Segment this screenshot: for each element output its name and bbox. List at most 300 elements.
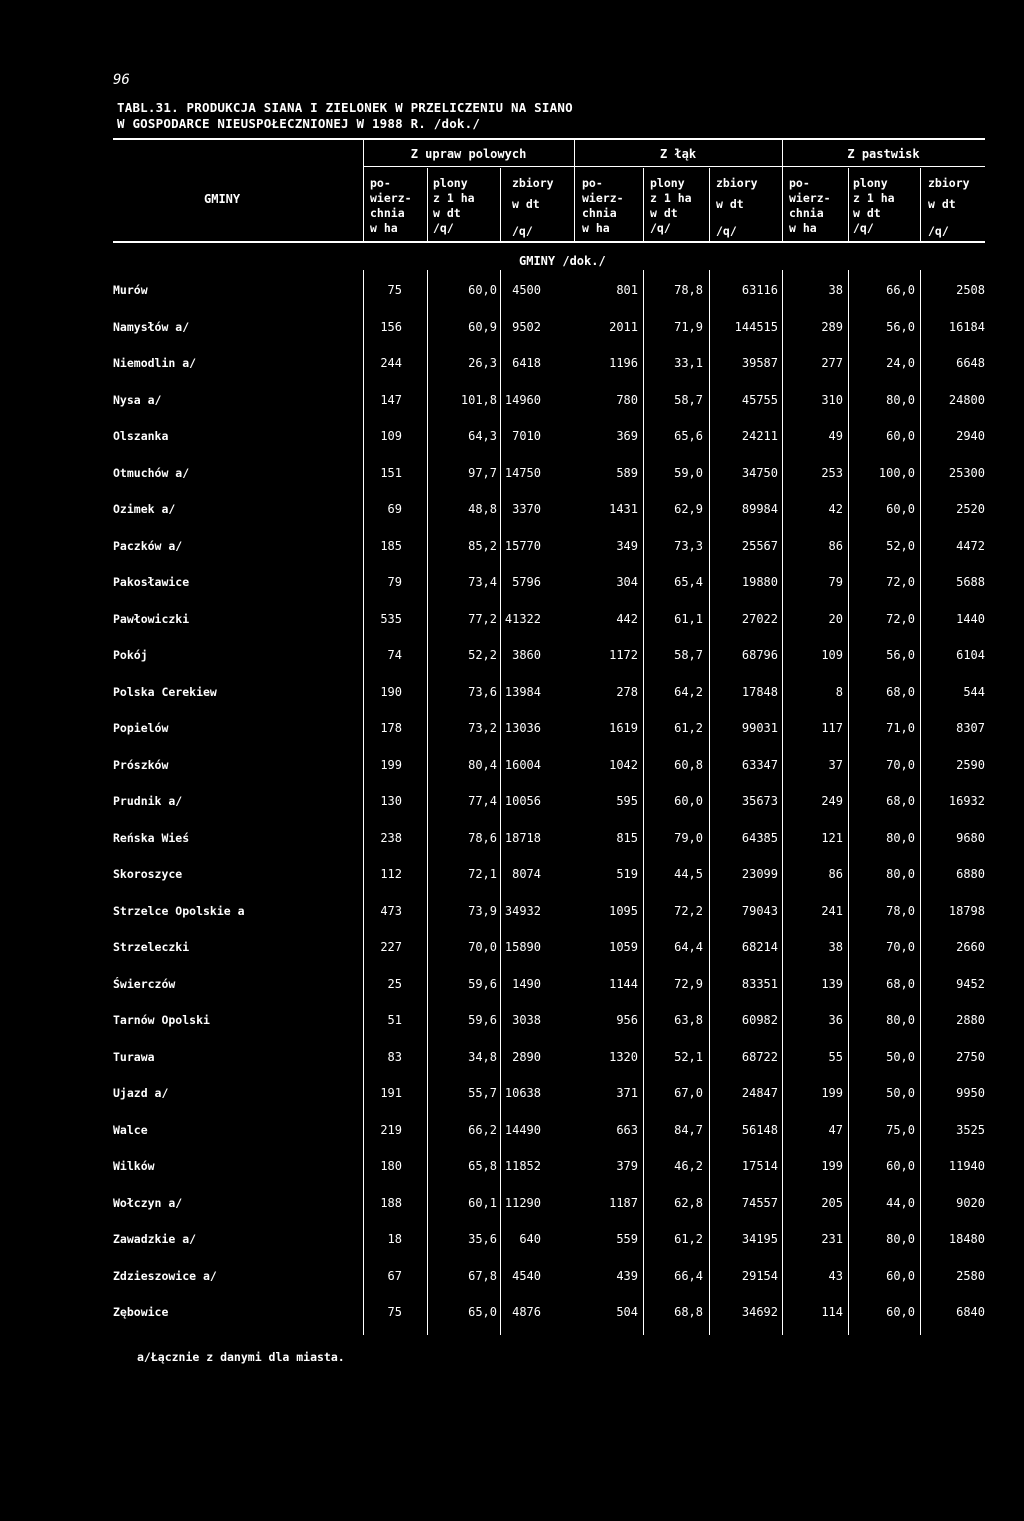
table-cell: 63,8 [674, 1013, 703, 1027]
table-cell: 14960 [504, 392, 541, 407]
table-cell: 72,0 [886, 611, 915, 626]
table-cell: 18718 [504, 830, 541, 845]
table-row [0, 1269, 1024, 1289]
table-cell: 42 [828, 502, 843, 516]
gmina-name: Pakosławice [113, 575, 190, 589]
gmina-name: Zębowice [113, 1305, 169, 1319]
table-cell: 70,0 [886, 940, 915, 954]
gmina-name: Olszanka [113, 429, 169, 443]
table-cell: 86 [828, 538, 843, 553]
table-cell: 801 [616, 283, 638, 297]
table-cell: 77,2 [468, 611, 497, 626]
table-cell: 80,0 [886, 1013, 915, 1027]
table-cell: 34932 [504, 903, 541, 918]
table-cell: 3525 [956, 1122, 985, 1137]
table-cell: 60,0 [886, 1305, 915, 1319]
table-cell: 46,2 [674, 1159, 703, 1173]
table-cell: 2580 [956, 1268, 985, 1283]
table-cell: 79043 [741, 903, 778, 918]
table-cell: 63347 [741, 757, 778, 772]
gmina-name: Strzelce Opolskie a [113, 903, 245, 918]
table-cell: 11852 [504, 1159, 541, 1173]
group-header-field-crops: Z upraw polowych [410, 147, 527, 161]
table-cell: 121 [821, 830, 843, 845]
table-row [0, 867, 1024, 887]
table-cell: 68,0 [886, 684, 915, 699]
table-row [0, 466, 1024, 486]
table-row [0, 539, 1024, 559]
table-cell: 2011 [609, 319, 638, 334]
table-cell: 60,0 [886, 1268, 915, 1283]
table-cell: 178 [380, 721, 402, 735]
header-bottom-rule [113, 241, 985, 243]
table-cell: 45755 [741, 392, 778, 407]
table-cell: 2508 [956, 283, 985, 297]
table-cell: 7010 [512, 429, 541, 443]
table-cell: 100,0 [878, 465, 915, 480]
table-cell: 65,4 [674, 575, 703, 589]
gmina-name: Namysłów a/ [113, 319, 190, 334]
table-cell: 64,3 [468, 429, 497, 443]
table-cell: 185 [380, 538, 402, 553]
table-cell: 86 [828, 867, 843, 881]
table-cell: 6418 [512, 356, 541, 370]
table-cell: 2750 [956, 1049, 985, 1064]
table-cell: 589 [616, 465, 638, 480]
table-row [0, 904, 1024, 924]
table-cell: 504 [616, 1305, 638, 1319]
table-cell: 38 [828, 283, 843, 297]
table-cell: 62,8 [674, 1195, 703, 1210]
table-cell: 72,9 [674, 976, 703, 991]
subheader-area: po- wierz- chnia w ha [789, 176, 831, 235]
table-cell: 69 [387, 502, 402, 516]
table-cell: 278 [616, 684, 638, 699]
table-cell: 75,0 [886, 1122, 915, 1137]
table-cell: 38 [828, 940, 843, 954]
table-cell: 62,9 [674, 502, 703, 516]
table-cell: 139 [821, 976, 843, 991]
table-cell: 79,0 [674, 830, 703, 845]
table-cell: 80,0 [886, 1232, 915, 1246]
table-cell: 219 [380, 1122, 402, 1137]
gmina-name: Ozimek a/ [113, 502, 176, 516]
subheader-area: po- wierz- chnia w ha [370, 176, 412, 235]
table-cell: 68,0 [886, 976, 915, 991]
table-cell: 2660 [956, 940, 985, 954]
footnote: a/Łącznie z danymi dla miasta. [137, 1350, 345, 1364]
table-cell: 99031 [741, 721, 778, 735]
table-row [0, 283, 1024, 303]
table-cell: 4472 [956, 538, 985, 553]
gmina-name: Nysa a/ [113, 392, 162, 407]
gmina-name: Otmuchów a/ [113, 465, 190, 480]
table-cell: 56148 [741, 1122, 778, 1137]
gmina-name: Wołczyn a/ [113, 1195, 183, 1210]
table-cell: 815 [616, 830, 638, 845]
table-cell: 8074 [512, 867, 541, 881]
page-number: 96 [113, 72, 130, 88]
table-cell: 67,8 [468, 1268, 497, 1283]
table-cell: 117 [821, 721, 843, 735]
table-cell: 23099 [741, 867, 778, 881]
table-cell: 304 [616, 575, 638, 589]
table-cell: 73,2 [468, 721, 497, 735]
table-cell: 3038 [512, 1013, 541, 1027]
table-cell: 80,0 [886, 867, 915, 881]
gmina-name: Wilków [113, 1159, 155, 1173]
subheader-yield: plony z 1 ha w dt /q/ [650, 176, 692, 235]
table-cell: 379 [616, 1159, 638, 1173]
table-cell: 15770 [504, 538, 541, 553]
table-cell: 52,0 [886, 538, 915, 553]
table-cell: 640 [519, 1232, 541, 1246]
table-cell: 151 [380, 465, 402, 480]
table-cell: 1042 [609, 757, 638, 772]
header-gminy: GMINY [204, 192, 241, 206]
table-cell: 1095 [609, 903, 638, 918]
table-cell: 64,4 [674, 940, 703, 954]
table-cell: 3370 [512, 502, 541, 516]
gmina-name: Paczków a/ [113, 538, 183, 553]
table-cell: 2880 [956, 1013, 985, 1027]
table-cell: 78,0 [886, 903, 915, 918]
table-cell: 24800 [948, 392, 985, 407]
gmina-name: Popielów [113, 721, 169, 735]
table-cell: 68,8 [674, 1305, 703, 1319]
gmina-name: Murów [113, 283, 148, 297]
table-cell: 59,0 [674, 465, 703, 480]
table-cell: 559 [616, 1232, 638, 1246]
table-cell: 84,7 [674, 1122, 703, 1137]
table-row [0, 1305, 1024, 1325]
table-cell: 17848 [741, 684, 778, 699]
table-row [0, 977, 1024, 997]
header-divider [920, 168, 921, 241]
table-cell: 1196 [609, 356, 638, 370]
gmina-name: Ujazd a/ [113, 1086, 169, 1100]
table-cell: 10638 [504, 1086, 541, 1100]
table-cell: 5688 [956, 575, 985, 589]
table-cell: 956 [616, 1013, 638, 1027]
table-cell: 73,3 [674, 538, 703, 553]
table-cell: 17514 [741, 1159, 778, 1173]
table-cell: 19880 [741, 575, 778, 589]
table-row [0, 1050, 1024, 1070]
table-cell: 180 [380, 1159, 402, 1173]
table-cell: 64,2 [674, 684, 703, 699]
table-cell: 41322 [504, 611, 541, 626]
table-row [0, 831, 1024, 851]
table-cell: 18 [387, 1232, 402, 1246]
table-row [0, 393, 1024, 413]
table-cell: 114 [821, 1305, 843, 1319]
subheader-yield: plony z 1 ha w dt /q/ [433, 176, 475, 235]
table-cell: 66,4 [674, 1268, 703, 1283]
table-row [0, 320, 1024, 340]
gmina-name: Turawa [113, 1049, 155, 1064]
gmina-name: Świerczów [113, 976, 176, 991]
table-cell: 60,1 [468, 1195, 497, 1210]
table-cell: 109 [380, 429, 402, 443]
table-cell: 24211 [741, 429, 778, 443]
group-header-meadows: Z łąk [659, 147, 697, 161]
table-cell: 1059 [609, 940, 638, 954]
table-row [0, 794, 1024, 814]
table-row [0, 1086, 1024, 1106]
table-cell: 56,0 [886, 319, 915, 334]
table-row [0, 502, 1024, 522]
gmina-name: Strzeleczki [113, 940, 190, 954]
table-cell: 68,0 [886, 794, 915, 808]
table-cell: 13036 [504, 721, 541, 735]
table-cell: 77,4 [468, 794, 497, 808]
table-cell: 60,0 [886, 502, 915, 516]
table-cell: 5796 [512, 575, 541, 589]
table-cell: 231 [821, 1232, 843, 1246]
table-cell: 75 [387, 1305, 402, 1319]
table-cell: 35673 [741, 794, 778, 808]
table-cell: 51 [387, 1013, 402, 1027]
table-cell: 26,3 [468, 356, 497, 370]
table-cell: 70,0 [468, 940, 497, 954]
table-row [0, 1013, 1024, 1033]
table-row [0, 1232, 1024, 1252]
table-cell: 71,9 [674, 319, 703, 334]
table-cell: 544 [963, 684, 985, 699]
table-cell: 73,4 [468, 575, 497, 589]
table-cell: 65,8 [468, 1159, 497, 1173]
table-cell: 79 [828, 575, 843, 589]
gmina-name: Reńska Wieś [113, 830, 190, 845]
table-cell: 112 [380, 867, 402, 881]
table-cell: 9950 [956, 1086, 985, 1100]
table-cell: 205 [821, 1195, 843, 1210]
table-cell: 68214 [741, 940, 778, 954]
table-cell: 37 [828, 757, 843, 772]
table-cell: 253 [821, 465, 843, 480]
table-cell: 289 [821, 319, 843, 334]
table-cell: 109 [821, 648, 843, 662]
table-cell: 44,5 [674, 867, 703, 881]
section-label: GMINY /dok./ [519, 254, 606, 268]
table-cell: 78,8 [674, 283, 703, 297]
table-cell: 73,9 [468, 903, 497, 918]
table-cell: 8 [835, 684, 843, 699]
table-cell: 349 [616, 538, 638, 553]
gmina-name: Prószków [113, 757, 169, 772]
table-cell: 595 [616, 794, 638, 808]
table-row [0, 721, 1024, 741]
header-divider [643, 168, 644, 241]
table-cell: 27022 [741, 611, 778, 626]
table-cell: 14490 [504, 1122, 541, 1137]
table-cell: 2520 [956, 502, 985, 516]
table-row [0, 1159, 1024, 1179]
table-cell: 74 [387, 648, 402, 662]
table-cell: 442 [616, 611, 638, 626]
table-cell: 25567 [741, 538, 778, 553]
table-cell: 80,0 [886, 392, 915, 407]
table-cell: 60982 [741, 1013, 778, 1027]
table-cell: 25 [387, 976, 402, 991]
table-cell: 9452 [956, 976, 985, 991]
table-cell: 310 [821, 392, 843, 407]
table-cell: 33,1 [674, 356, 703, 370]
header-top-rule [113, 138, 985, 140]
table-cell: 60,0 [886, 429, 915, 443]
table-cell: 48,8 [468, 502, 497, 516]
table-cell: 55 [828, 1049, 843, 1064]
table-cell: 24,0 [886, 356, 915, 370]
table-cell: 9680 [956, 830, 985, 845]
table-cell: 60,8 [674, 757, 703, 772]
table-cell: 80,4 [468, 757, 497, 772]
table-cell: 58,7 [674, 392, 703, 407]
table-cell: 238 [380, 830, 402, 845]
header-divider [427, 168, 428, 241]
table-cell: 144515 [734, 319, 778, 334]
gmina-name: Pokój [113, 648, 148, 662]
table-cell: 439 [616, 1268, 638, 1283]
table-cell: 63116 [741, 283, 778, 297]
table-row [0, 356, 1024, 376]
table-cell: 79 [387, 575, 402, 589]
table-cell: 11290 [504, 1195, 541, 1210]
table-cell: 4540 [512, 1268, 541, 1283]
table-row [0, 1196, 1024, 1216]
table-cell: 50,0 [886, 1086, 915, 1100]
table-cell: 2890 [512, 1049, 541, 1064]
table-cell: 50,0 [886, 1049, 915, 1064]
gmina-name: Pawłowiczki [113, 611, 190, 626]
gmina-name: Prudnik a/ [113, 794, 183, 808]
table-cell: 199 [821, 1086, 843, 1100]
table-row [0, 575, 1024, 595]
table-cell: 71,0 [886, 721, 915, 735]
table-cell: 15890 [504, 940, 541, 954]
table-cell: 49 [828, 429, 843, 443]
table-cell: 1619 [609, 721, 638, 735]
table-cell: 227 [380, 940, 402, 954]
gmina-name: Tarnów Opolski [113, 1013, 210, 1027]
table-cell: 83351 [741, 976, 778, 991]
table-cell: 156 [380, 319, 402, 334]
gmina-name: Polska Cerekiew [113, 684, 217, 699]
table-cell: 29154 [741, 1268, 778, 1283]
table-cell: 60,0 [468, 283, 497, 297]
table-cell: 20 [828, 611, 843, 626]
table-cell: 3860 [512, 648, 541, 662]
table-cell: 25300 [948, 465, 985, 480]
table-cell: 43 [828, 1268, 843, 1283]
table-cell: 535 [380, 611, 402, 626]
table-cell: 61,2 [674, 1232, 703, 1246]
table-cell: 66,2 [468, 1122, 497, 1137]
table-cell: 61,2 [674, 721, 703, 735]
table-cell: 70,0 [886, 757, 915, 772]
table-cell: 147 [380, 392, 402, 407]
table-cell: 6840 [956, 1305, 985, 1319]
table-cell: 519 [616, 867, 638, 881]
gmina-name: Walce [113, 1122, 148, 1137]
table-cell: 34,8 [468, 1049, 497, 1064]
table-cell: 188 [380, 1195, 402, 1210]
subheader-yield: plony z 1 ha w dt /q/ [853, 176, 895, 235]
table-cell: 2590 [956, 757, 985, 772]
header-divider [848, 168, 849, 241]
table-cell: 60,9 [468, 319, 497, 334]
table-cell: 10056 [504, 794, 541, 808]
table-cell: 1320 [609, 1049, 638, 1064]
gmina-name: Zdzieszowice a/ [113, 1268, 217, 1283]
subheader-harvest: zbiory w dt /q/ [928, 176, 970, 238]
table-cell: 13984 [504, 684, 541, 699]
table-cell: 59,6 [468, 976, 497, 991]
table-cell: 18480 [948, 1232, 985, 1246]
table-cell: 6880 [956, 867, 985, 881]
table-cell: 44,0 [886, 1195, 915, 1210]
table-cell: 190 [380, 684, 402, 699]
table-cell: 6104 [956, 648, 985, 662]
table-cell: 47 [828, 1122, 843, 1137]
table-cell: 80,0 [886, 830, 915, 845]
table-cell: 1431 [609, 502, 638, 516]
table-cell: 371 [616, 1086, 638, 1100]
table-cell: 97,7 [468, 465, 497, 480]
group-header-pastures: Z pastwisk [847, 147, 920, 161]
table-cell: 34692 [741, 1305, 778, 1319]
table-cell: 65,6 [674, 429, 703, 443]
table-cell: 101,8 [460, 392, 497, 407]
table-cell: 55,7 [468, 1086, 497, 1100]
header-divider [709, 168, 710, 241]
table-row [0, 429, 1024, 449]
table-cell: 1490 [512, 976, 541, 991]
table-cell: 241 [821, 903, 843, 918]
gmina-name: Zawadzkie a/ [113, 1232, 197, 1246]
table-cell: 52,1 [674, 1049, 703, 1064]
table-cell: 199 [821, 1159, 843, 1173]
table-cell: 39587 [741, 356, 778, 370]
header-divider [500, 168, 501, 241]
table-cell: 11940 [948, 1159, 985, 1173]
table-cell: 60,0 [674, 794, 703, 808]
table-cell: 67,0 [674, 1086, 703, 1100]
table-cell: 72,0 [886, 575, 915, 589]
table-cell: 64385 [741, 830, 778, 845]
table-cell: 473 [380, 903, 402, 918]
table-cell: 6648 [956, 356, 985, 370]
table-cell: 16932 [948, 794, 985, 808]
table-cell: 68796 [741, 648, 778, 662]
table-cell: 130 [380, 794, 402, 808]
table-cell: 1440 [956, 611, 985, 626]
table-subtitle: W GOSPODARCE NIEUSPOŁECZNIONEJ W 1988 R. /dok./ [117, 116, 481, 131]
table-cell: 14750 [504, 465, 541, 480]
table-cell: 78,6 [468, 830, 497, 845]
table-cell: 52,2 [468, 648, 497, 662]
table-cell: 36 [828, 1013, 843, 1027]
table-row [0, 685, 1024, 705]
table-title: TABL.31. PRODUKCJA SIANA I ZIELONEK W PRZELICZENIU NA SIANO [117, 100, 573, 115]
table-row [0, 648, 1024, 668]
table-cell: 1187 [609, 1195, 638, 1210]
table-cell: 89984 [741, 502, 778, 516]
table-cell: 74557 [741, 1195, 778, 1210]
table-cell: 83 [387, 1049, 402, 1064]
table-cell: 66,0 [886, 283, 915, 297]
